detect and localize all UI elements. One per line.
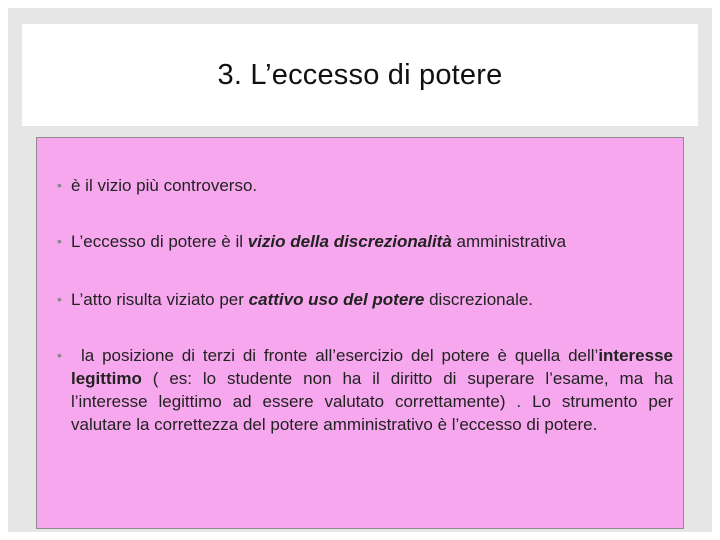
- bullet-text-plain: L’eccesso di potere è il: [71, 232, 248, 251]
- bullet-text: [57, 174, 673, 197]
- bullet-icon: •: [57, 177, 62, 193]
- bullet-item: [57, 230, 673, 253]
- bullet-text: [57, 288, 673, 311]
- bullet-text-emphasis: cattivo uso del potere: [248, 290, 425, 309]
- bullet-text: [57, 230, 673, 253]
- bullet-text-plain: la posizione di terzi di fronte all’esercizio del potere è quella dell’: [81, 346, 599, 365]
- bullet-text-plain: amministrativa: [451, 232, 567, 251]
- bullet-text: [57, 344, 673, 436]
- slide-title: 3. L’eccesso di potere: [217, 58, 503, 91]
- bullet-text-bold: interesse legittimo: [71, 346, 673, 388]
- bullet-text-plain: discrezionale.: [424, 290, 534, 309]
- bullet-text-plain: L’atto risulta viziato per: [71, 290, 249, 309]
- content-area: [36, 137, 684, 529]
- bullet-item: [57, 174, 673, 197]
- bullet-item: [57, 288, 673, 311]
- title-area: [22, 24, 698, 126]
- bullet-text-plain: è il vizio più controverso.: [71, 176, 258, 195]
- bullet-text-emphasis: vizio della discrezionalità: [247, 232, 452, 251]
- bullet-icon: •: [57, 347, 62, 363]
- bullet-item: [57, 344, 673, 436]
- bullet-icon: •: [57, 291, 62, 307]
- bullet-icon: •: [57, 233, 62, 249]
- bullet-text-plain: ( es: lo studente non ha il diritto di superare l’esame, ma ha l’interesse legittimo ad essere valutato correttamente) . Lo strumento per valutare la correttezza del potere amministrativo è l’eccesso di potere.: [71, 369, 673, 434]
